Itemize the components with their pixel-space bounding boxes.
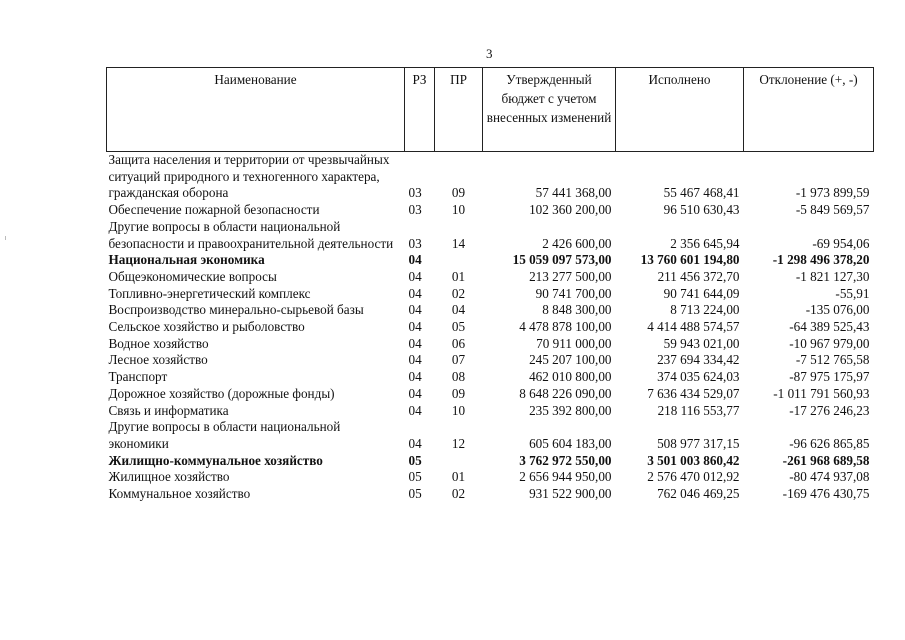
row-deviation: -135 076,00 [805,302,870,318]
row-budget: 70 911 000,00 [536,335,612,351]
row-executed: 55 467 468,41 [663,185,740,201]
row-rz: 05 [408,469,422,485]
table-row [107,286,874,303]
row-executed: 13 760 601 194,80 [640,252,740,268]
row-rz: 04 [408,435,422,451]
row-name: Жилищно-коммунальное хозяйство [108,452,323,468]
table-row [107,369,874,386]
row-name: Связь и информатика [108,402,229,418]
row-executed: 90 741 644,09 [663,285,740,301]
row-pr: 10 [451,202,466,218]
row-name: Другие вопросы в области национальной экономики [108,419,341,451]
row-rz: 03 [408,202,422,218]
table-body [107,152,874,503]
row-executed: 218 116 553,77 [657,402,740,418]
row-rz: 04 [408,335,422,351]
table-row [107,252,874,269]
row-pr: 01 [451,268,466,284]
header-pr: ПР [435,68,483,152]
header-name: Наименование [107,68,405,152]
header-row [107,68,874,152]
scan-mark [5,236,6,240]
table-row [107,352,874,369]
row-budget: 4 478 878 100,00 [519,319,612,335]
row-pr: 12 [451,435,466,451]
table-row [107,152,874,203]
table-row [107,269,874,286]
row-pr [435,252,483,269]
row-pr: 02 [451,285,466,301]
row-executed: 237 694 334,42 [657,352,740,368]
row-pr: 08 [451,369,466,385]
row-executed: 96 510 630,43 [663,202,740,218]
row-executed: 59 943 021,00 [663,335,740,351]
row-budget: 8 848 300,00 [542,302,612,318]
row-deviation: -17 276 246,23 [789,402,870,418]
header-rz: РЗ [405,68,435,152]
row-rz: 03 [408,185,422,201]
row-name: Коммунальное хозяйство [108,486,251,502]
row-deviation: -1 973 899,59 [795,185,870,201]
row-executed: 508 977 317,15 [657,435,740,451]
row-deviation: -87 975 175,97 [789,369,870,385]
row-rz: 04 [408,402,422,418]
row-pr: 09 [451,185,466,201]
row-budget: 2 656 944 950,00 [519,469,612,485]
page-number: 3 [486,46,493,61]
row-budget: 2 426 600,00 [542,235,612,251]
row-executed: 2 356 645,94 [670,235,740,251]
row-budget: 102 360 200,00 [529,202,612,218]
row-name: Обеспечение пожарной безопасности [108,202,320,218]
row-deviation: -1 011 791 560,93 [773,385,870,401]
row-budget: 57 441 368,00 [535,185,612,201]
row-budget: 462 010 800,00 [529,369,612,385]
header-budget: Утвержденный бюджет с учетом внесенных изменений [483,68,616,152]
row-deviation: -169 476 430,75 [782,486,870,502]
row-budget: 605 604 183,00 [529,435,612,451]
table-row [107,202,874,219]
row-pr: 06 [451,335,466,351]
row-rz: 04 [408,285,422,301]
row-budget: 15 059 097 573,00 [512,252,612,268]
row-name: Защита населения и территории от чрезвычайных ситуаций природного и техногенного характера, гражданская оборона [108,152,390,201]
row-name: Топливно-энергетический комплекс [108,285,311,301]
row-deviation: -7 512 765,58 [795,352,870,368]
table-row [107,319,874,336]
row-rz: 05 [408,486,422,502]
row-deviation: -80 474 937,08 [789,469,870,485]
row-name: Общеэкономические вопросы [108,268,277,284]
row-deviation: -69 954,06 [812,235,870,251]
row-name: Жилищное хозяйство [108,469,230,485]
row-deviation: -5 849 569,57 [795,202,870,218]
table-row [107,219,874,252]
row-budget: 213 277 500,00 [529,268,612,284]
row-executed: 7 636 434 529,07 [647,385,740,401]
row-rz: 04 [408,369,422,385]
row-budget: 245 207 100,00 [529,352,612,368]
row-executed: 2 576 470 012,92 [647,469,740,485]
table-row [107,419,874,452]
row-name: Национальная экономика [108,252,265,268]
row-executed: 8 713 224,00 [670,302,740,318]
row-name: Транспорт [108,369,168,385]
row-pr: 10 [451,402,466,418]
row-name: Воспроизводство минерально-сырьевой базы [108,302,364,318]
row-deviation: -55,91 [835,285,870,301]
table-row [107,453,874,470]
row-executed: 374 035 624,03 [657,369,740,385]
row-rz: 04 [408,385,422,401]
table-row [107,469,874,486]
row-rz: 05 [408,452,422,468]
row-deviation: -96 626 865,85 [789,435,870,451]
row-rz: 04 [408,252,422,268]
row-executed: 211 456 372,70 [657,268,740,284]
table-row [107,336,874,353]
row-executed: 3 501 003 860,42 [647,452,740,468]
header-deviation: Отклонение (+, -) [744,68,874,152]
row-rz: 04 [408,302,422,318]
table-row [107,403,874,420]
row-budget: 235 392 800,00 [529,402,612,418]
row-name: Дорожное хозяйство (дорожные фонды) [108,385,335,401]
row-pr: 02 [451,486,466,502]
row-deviation: -64 389 525,43 [789,319,870,335]
table-row [107,386,874,403]
table-row [107,486,874,503]
row-budget: 3 762 972 550,00 [519,452,612,468]
row-pr: 04 [451,302,466,318]
row-pr: 01 [451,469,466,485]
row-rz: 04 [408,268,422,284]
budget-table [106,67,874,503]
row-budget: 931 522 900,00 [529,486,612,502]
table-header [107,68,874,152]
row-name: Сельское хозяйство и рыболовство [108,319,305,335]
row-pr: 09 [451,385,466,401]
row-deviation: -1 298 496 378,20 [772,252,870,268]
header-executed: Исполнено [616,68,744,152]
row-pr [435,453,483,470]
row-deviation: -10 967 979,00 [789,335,870,351]
row-pr: 14 [451,235,466,251]
row-rz: 03 [408,235,422,251]
row-name: Лесное хозяйство [108,352,208,368]
row-executed: 4 414 488 574,57 [647,319,740,335]
row-budget: 90 741 700,00 [535,285,612,301]
row-name: Водное хозяйство [108,335,209,351]
row-deviation: -1 821 127,30 [795,268,870,284]
row-deviation: -261 968 689,58 [782,452,870,468]
row-name: Другие вопросы в области национальной безопасности и правоохранительной деятельности [108,218,394,251]
row-executed: 762 046 469,25 [657,486,740,502]
row-pr: 07 [451,352,466,368]
row-pr: 05 [451,319,466,335]
table-row [107,302,874,319]
row-rz: 04 [408,319,422,335]
row-budget: 8 648 226 090,00 [519,385,612,401]
row-rz: 04 [408,352,422,368]
